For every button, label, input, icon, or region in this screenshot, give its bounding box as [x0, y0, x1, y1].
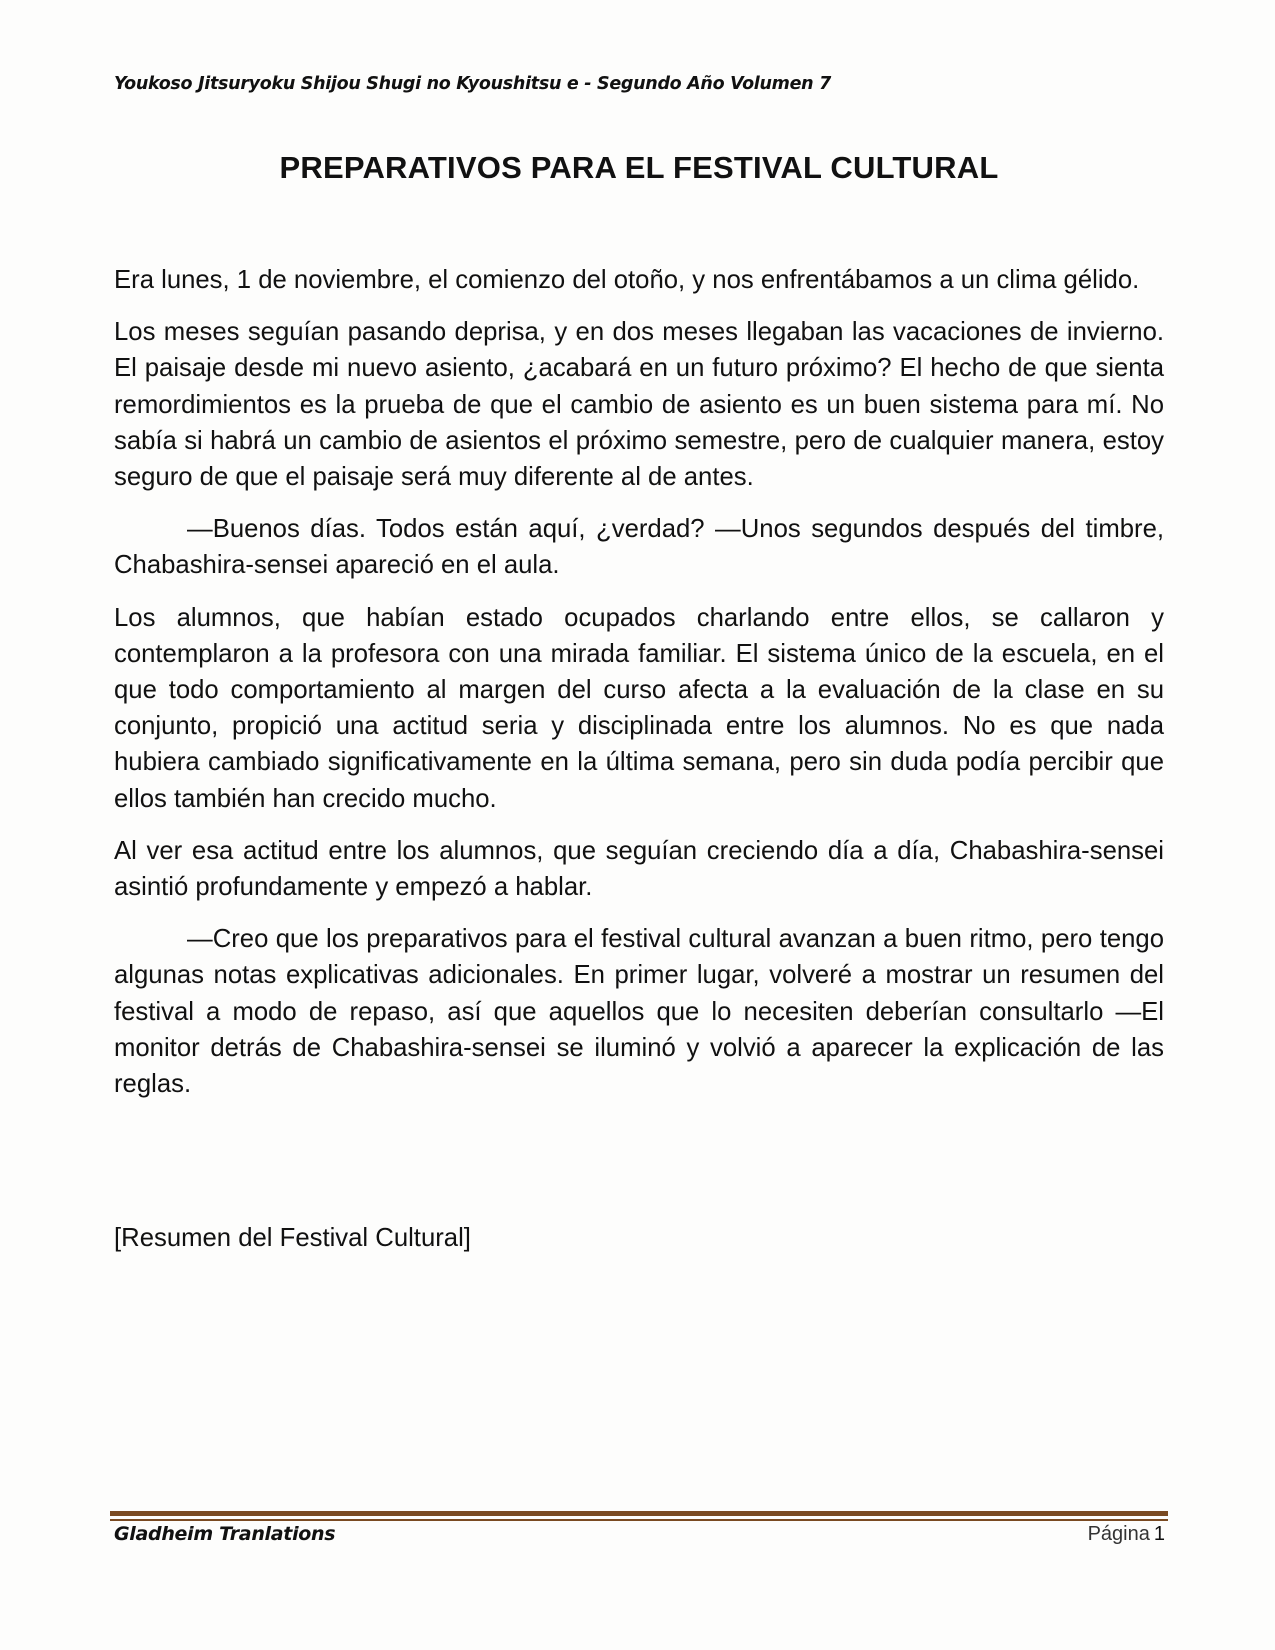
paragraph: Los meses seguían pasando deprisa, y en dos meses llegaban las vacaciones de invierno. El paisaje desde mi nuevo asiento, ¿acabará en un futuro próximo? El hecho de que sienta remordimientos es la prueba de que el cambio de asiento es un buen sistema para mí. No sabía si habrá un cambio de asientos el próximo semestre, pero de cualquier manera, estoy seguro de que el paisaje será muy diferente al de antes.	[114, 318, 1164, 492]
chapter-title: PREPARATIVOS PARA EL FESTIVAL CULTURAL	[279, 150, 999, 185]
page-indicator	[1088, 1523, 1165, 1546]
footer-divider	[110, 1511, 1168, 1521]
footer-translator: Gladheim Tranlations	[114, 1523, 336, 1545]
dialogue-paragraph: —Creo que los preparativos para el festival cultural avanzan a buen ritmo, pero tengo algunas notas explicativas adicionales. En primer lugar, volveré a mostrar un resumen del festival a modo de repaso, así que aquellos que lo necesiten deberían consultarlo —El monitor detrás de Chabashira-sensei se iluminó y volvió a aparecer la explicación de las reglas.	[114, 925, 1164, 1099]
body-text	[114, 262, 1164, 1272]
page-label: Página	[1087, 1523, 1150, 1545]
paragraph: Al ver esa actitud entre los alumnos, que seguían creciendo día a día, Chabashira-sensei asintió profundamente y empezó a hablar.	[114, 836, 1164, 902]
paragraph: Era lunes, 1 de noviembre, el comienzo del otoño, y nos enfrentábamos a un clima gélido.	[114, 266, 1140, 294]
paragraph: Los alumnos, que habían estado ocupados charlando entre ellos, se callaron y contemplaron a la profesora con una mirada familiar. El sistema único de la escuela, en el que todo comportamiento al margen del curso afecta a la evaluación de la clase en su conjunto, propició una actitud seria y disciplinada entre los alumnos. No es que nada hubiera cambiado significativamente en la última semana, pero sin duda podía percibir que ellos también han crecido mucho.	[114, 603, 1164, 813]
running-header: Youkoso Jitsuryoku Shijou Shugi no Kyoushitsu e - Segundo Año Volumen 7	[114, 74, 831, 94]
dialogue-paragraph: —Buenos días. Todos están aquí, ¿verdad? —Unos segundos después del timbre, Chabashira-sensei apareció en el aula.	[114, 515, 1164, 580]
page-number: 1	[1153, 1523, 1165, 1545]
section-caption: [Resumen del Festival Cultural]	[114, 1224, 471, 1253]
